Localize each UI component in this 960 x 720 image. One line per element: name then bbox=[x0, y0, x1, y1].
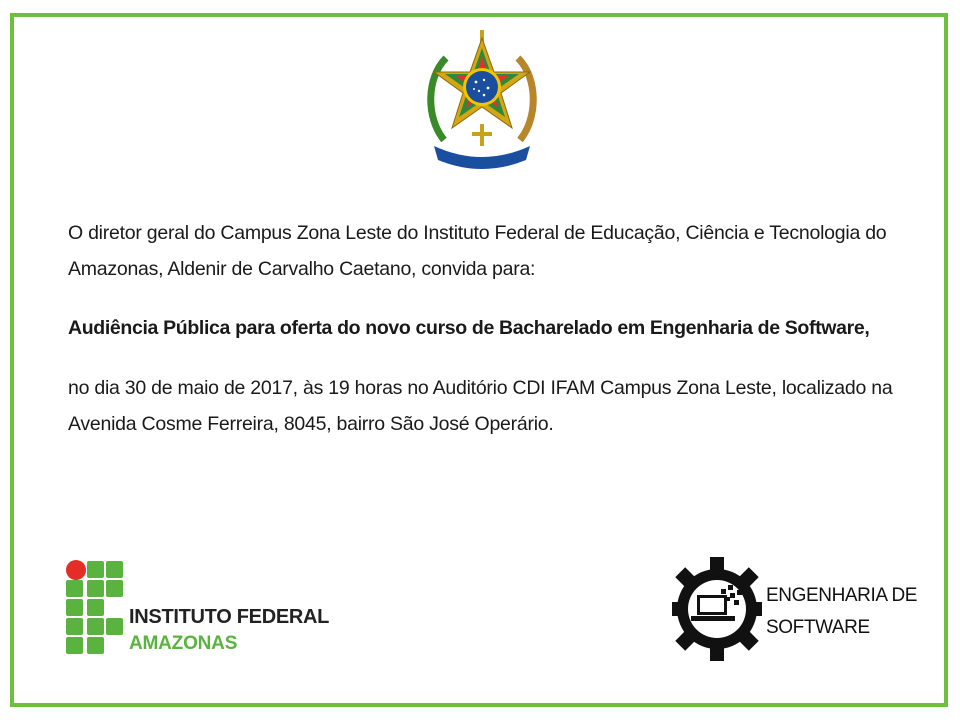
ifam-logo-state: AMAZONAS bbox=[129, 633, 238, 654]
ifam-logo-red-dot bbox=[66, 560, 86, 580]
engenharia-software-label bbox=[766, 580, 917, 644]
ifam-logo-square bbox=[87, 618, 104, 635]
ifam-logo-name: INSTITUTO FEDERAL bbox=[129, 606, 330, 628]
ifam-logo-square bbox=[87, 599, 104, 616]
eng-logo-line-1: ENGENHARIA DE bbox=[766, 585, 918, 606]
event-details: no dia 30 de maio de 2017, às 19 horas no Auditório CDI IFAM Campus Zona Leste, localizado na Avenida Cosme Ferreira, 8045, bairro São José Operário. bbox=[68, 377, 893, 435]
ifam-logo-square bbox=[106, 580, 123, 597]
ifam-logo-square bbox=[87, 561, 104, 578]
ifam-logo-square bbox=[87, 580, 104, 597]
brazil-coat-of-arms-icon bbox=[424, 28, 540, 170]
instituto-federal-logo bbox=[66, 560, 330, 660]
ifam-logo-square bbox=[106, 618, 123, 635]
ifam-logo-square bbox=[66, 599, 83, 616]
ifam-logo-square bbox=[106, 561, 123, 578]
engenharia-software-logo bbox=[672, 555, 922, 667]
ifam-logo-square bbox=[66, 580, 83, 597]
ifam-logo-square bbox=[66, 618, 83, 635]
ifam-logo-square bbox=[87, 637, 104, 654]
event-title: Audiência Pública para oferta do novo curso de Bacharelado em Engenharia de Software, bbox=[68, 317, 870, 339]
eng-logo-line-2: SOFTWARE bbox=[766, 617, 870, 638]
invitation-intro: O diretor geral do Campus Zona Leste do Instituto Federal de Educação, Ciência e Tecnologia do Amazonas, Aldenir de Carvalho Caetano, convida para: bbox=[68, 222, 887, 280]
gear-laptop-icon bbox=[672, 555, 762, 663]
ifam-logo-square bbox=[66, 637, 83, 654]
